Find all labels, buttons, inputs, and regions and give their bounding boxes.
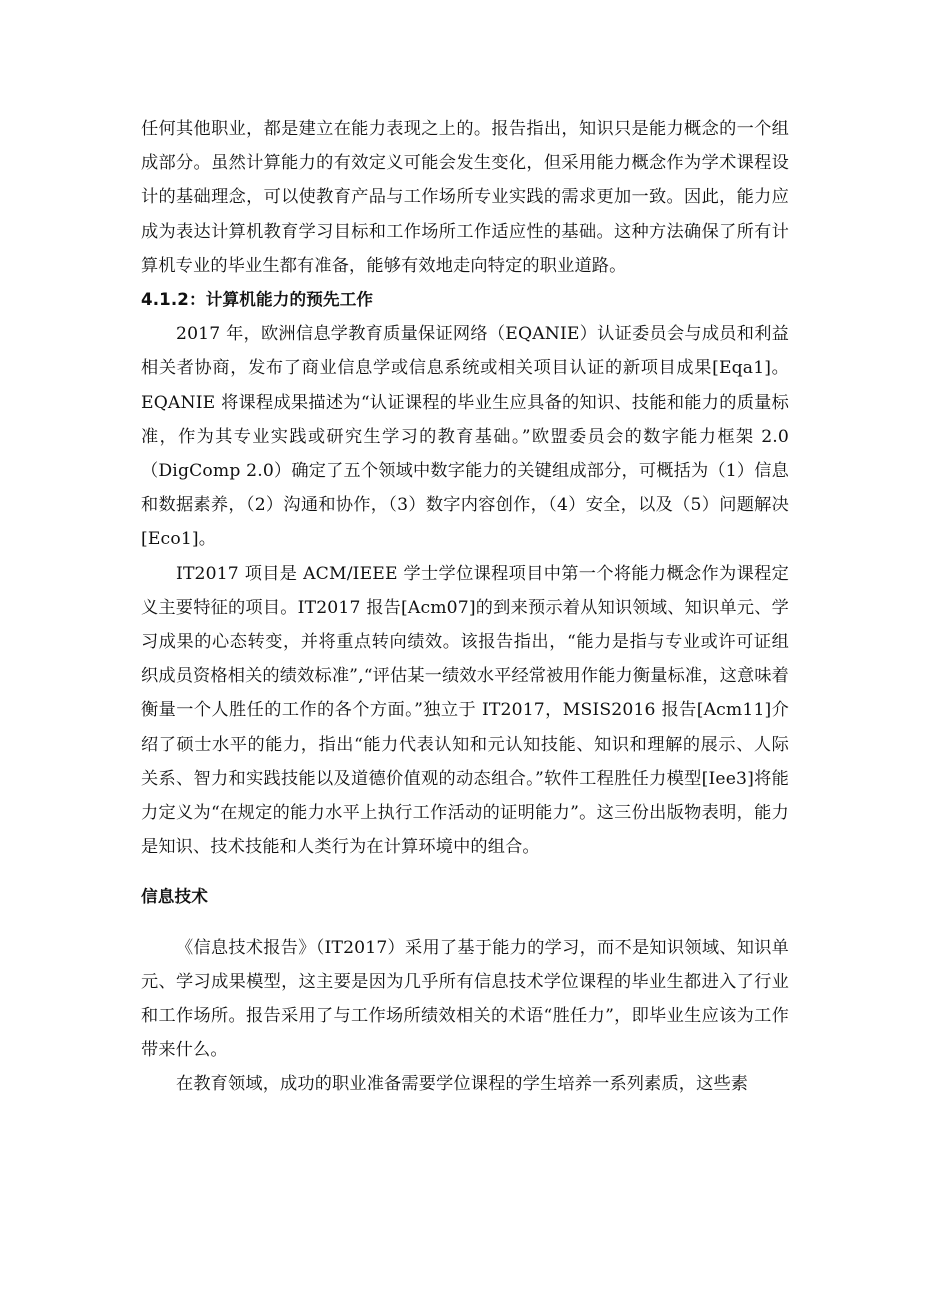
paragraph-it-report: 《信息技术报告》（IT2017）采用了基于能力的学习，而不是知识领域、知识单元、学习成果模型，这主要是因为几乎所有信息技术学位课程的毕业生都进入了行业和工作场所。报告采用了与工作场所绩效相关的术语“胜任力”，即毕业生应该为工作带来什么。 xyxy=(141,937,789,1061)
section-heading-4-1-2: 4.1.2：计算机能力的预先工作 xyxy=(141,290,374,310)
paragraph-eqanie-digcomp: 2017 年，欧洲信息学教育质量保证网络（EQANIE）认证委员会与成员和利益相关者协商，发布了商业信息学或信息系统或相关项目认证的新项目成果[Eqa1]。EQANIE 将课程成果描述为“认证课程的毕业生应具备的知识、技能和能力的质量标准，作为其专业实践或研究生学习的教育基础。”欧盟委员会的数字能力框架 2.0（DigComp 2.0）确定了五个领域中数字能力的关键组成部分，可概括为（1）信息和数据素养，（2）沟通和协作，（3）数字内容创作，（4）安全，以及（5）问题解决[Eco1]。 xyxy=(141,324,789,550)
paragraph-it2017-msis2016: IT2017 项目是 ACM/IEEE 学士学位课程项目中第一个将能力概念作为课程定义主要特征的项目。IT2017 报告[Acm07]的到来预示着从知识领域、知识单元、学习成果的心态转变，并将重点转向绩效。该报告指出，“能力是指与专业或许可证组织成员资格相关的绩效标准”,“评估某一绩效水平经常被用作能力衡量标准，这意味着衡量一个人胜任的工作的各个方面。”独立于 IT2017，MSIS2016 报告[Acm11]介绍了硕士水平的能力，指出“能力代表认知和元认知技能、知识和理解的展示、人际关系、智力和实践技能以及道德价值观的动态组合。”软件工程胜任力模型[Iee3]将能力定义为“在规定的能力水平上执行工作活动的证明能力”。这三份出版物表明，能力是知识、技术技能和人类行为在计算环境中的组合。 xyxy=(141,563,789,858)
section-heading-information-technology: 信息技术 xyxy=(141,887,208,907)
document-body xyxy=(141,112,789,1102)
paragraph-education-field: 在教育领域，成功的职业准备需要学位课程的学生培养一系列素质，这些素 xyxy=(176,1074,749,1095)
paragraph-competency-foundation: 任何其他职业，都是建立在能力表现之上的。报告指出，知识只是能力概念的一个组成部分。虽然计算能力的有效定义可能会发生变化，但采用能力概念作为学术课程设计的基础理念，可以使教育产品与工作场所专业实践的需求更加一致。因此，能力应成为表达计算机教育学习目标和工作场所工作适应性的基础。这种方法确保了所有计算机专业的毕业生都有准备，能够有效地走向特定的职业道路。 xyxy=(141,119,789,276)
